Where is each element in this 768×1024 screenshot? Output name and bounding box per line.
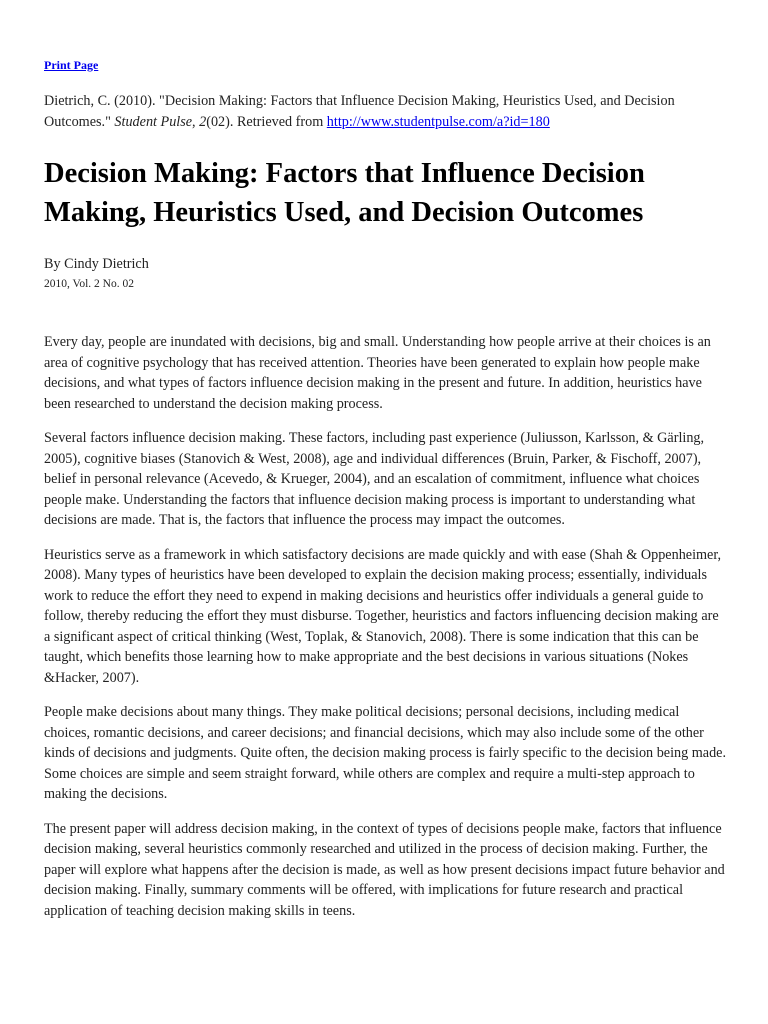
citation	[44, 91, 728, 133]
citation-separator: ,	[192, 114, 200, 130]
citation-volume: 2	[199, 114, 207, 130]
article-title: Decision Making: Factors that Influence Decision Making, Heuristics Used, and Decision Outcomes	[44, 158, 645, 228]
citation-journal: Student Pulse	[114, 114, 193, 130]
paragraph: Heuristics serve as a framework in which satisfactory decisions are made quickly and with ease (Shah & Oppenheimer, 2008). Many types of heuristics have been developed to explain the decision making process; essentially, individuals work to reduce the effort they need to expend in making decisions and heuristics offer individuals a general guide to follow, thereby reducing the effort they must disburse. Together, heuristics and factors influencing decision making are a significant aspect of critical thinking (West, Toplak, & Stanovich, 2008). There is some indication that this can be taught, which benefits those learning how to make appropriate and the best decisions in various situations (Nokes &Hacker, 2007).	[44, 546, 722, 686]
paragraph: Every day, people are inundated with decisions, big and small. Understanding how people arrive at their choices is an area of cognitive psychology that has received attention. Theories have been generated to explain how people make decisions, and what types of factors influence decision making in the present and future. In addition, heuristics have been researched to understand the decision making process.	[44, 334, 711, 412]
print-page-link[interactable]: Print Page	[44, 58, 99, 72]
article-body	[44, 332, 728, 935]
paragraph: Several factors influence decision making. These factors, including past experience (Juliusson, Karlsson, & Gärling, 2005), cognitive biases (Stanovich & West, 2008), age and individual differences (Bruin, Parker, & Fischoff, 2007), belief in personal relevance (Acevedo, & Krueger, 2004), and an escalation of commitment, influence what choices people make. Understanding the factors that influence decision making process is important to understanding what decisions are made. That is, the factors that influence the process may impact the outcomes.	[44, 430, 705, 528]
citation-text: Dietrich, C. (2010). "Decision Making: Factors that Influence Decision Making, Heuristics Used, and Decision Outcomes."	[44, 93, 675, 130]
paragraph: People make decisions about many things. They make political decisions; personal decisions, including medical choices, romantic decisions, and career decisions; and financial decisions, which may also include some of the other kinds of decisions and judgments. Quite often, the decision making process is fairly specific to the decision being made. Some choices are simple and seem straight forward, while others are complex and require a multi-step approach to making the decisions.	[44, 704, 727, 802]
author-byline: By Cindy Dietrich	[44, 256, 149, 272]
citation-issue: (02). Retrieved from	[206, 114, 327, 130]
citation-url-link[interactable]: http://www.studentpulse.com/a?id=180	[326, 114, 550, 130]
issue-line: 2010, Vol. 2 No. 02	[44, 278, 134, 290]
paragraph: The present paper will address decision making, in the context of types of decisions people make, factors that influence decision making, several heuristics commonly researched and utilized in the process of decision making. Further, the paper will explore what happens after the decision is made, as well as how present decisions impact future behavior and decision making. Finally, summary comments will be offered, with implications for future research and practical application of teaching decision making skills in teens.	[44, 820, 725, 919]
